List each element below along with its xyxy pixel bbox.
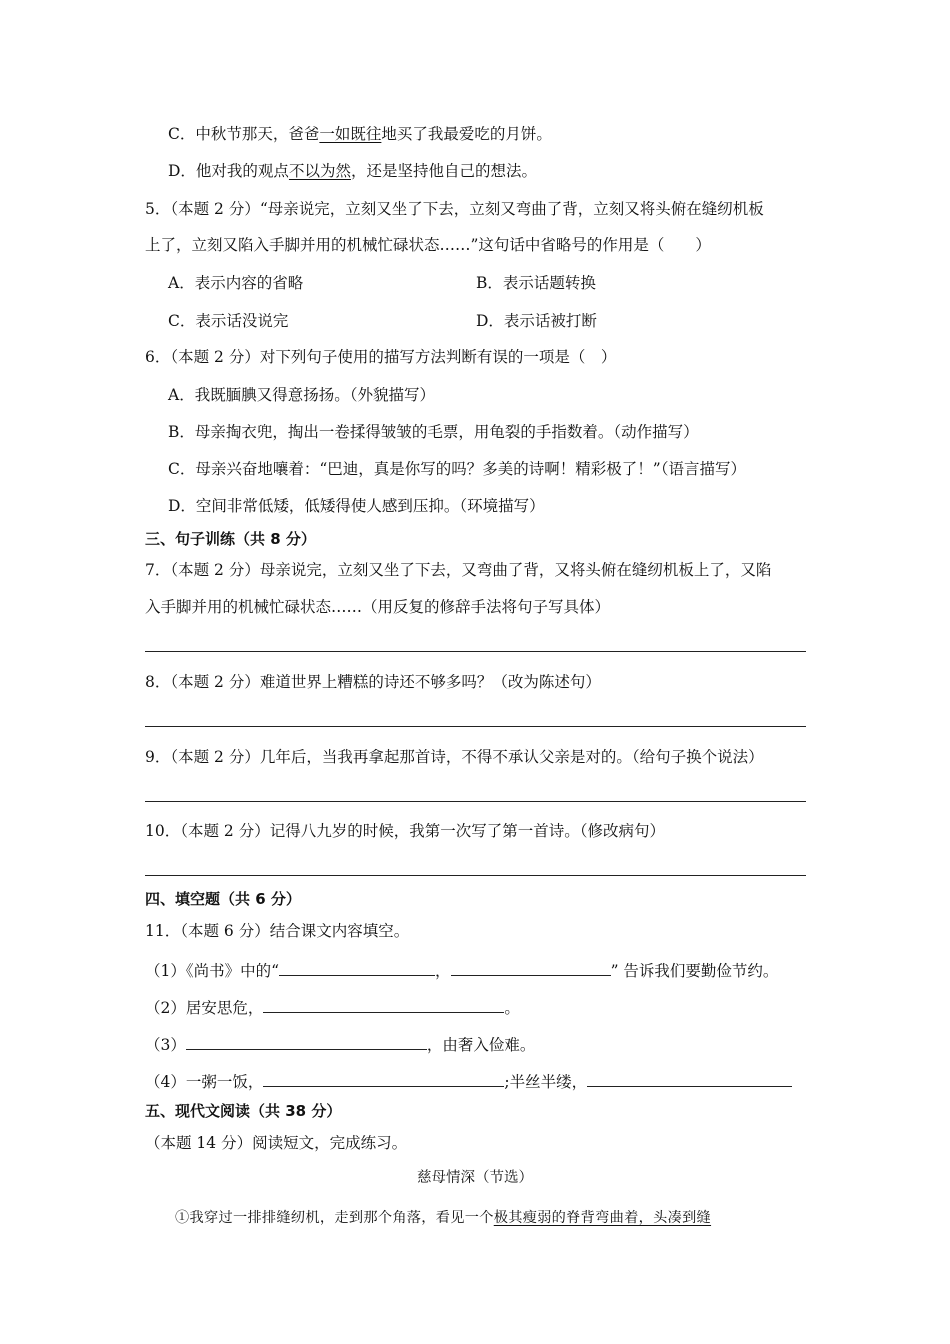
q5-stem-line2: 上了，立刻又陷入手脚并用的机械忙碌状态……”这句话中省略号的作用是（ ） <box>145 236 711 254</box>
q10-stem: 10．（本题 2 分）记得八九岁的时候，我第一次写了第一首诗。（修改病句） <box>145 822 665 840</box>
section-4-heading: 四、填空题（共 6 分） <box>145 890 301 908</box>
q5-option-b: B．表示话题转换 <box>476 274 596 292</box>
q6-option-d: D．空间非常低矮，低矮得使人感到压抑。（环境描写） <box>168 497 545 515</box>
q11-part-4 <box>145 1070 792 1092</box>
q6-option-a: A．我既腼腆又得意扬扬。（外貌描写） <box>168 386 435 404</box>
q4-option-d <box>168 161 537 181</box>
q11-p4-text-mid: ;半丝半缕， <box>504 1073 588 1091</box>
section-3-heading: 三、句子训练（共 8 分） <box>145 530 316 548</box>
q7-answer-line[interactable] <box>145 651 806 652</box>
q7-stem-line1: 7．（本题 2 分）母亲说完，立刻又坐了下去，又弯曲了背，又将头俯在缝纫机板上了，又陷 <box>145 561 772 579</box>
q10-answer-line[interactable] <box>145 875 806 876</box>
q4-option-c <box>168 124 552 144</box>
q9-stem: 9．（本题 2 分）几年后，当我再拿起那首诗，不得不承认父亲是对的。（给句子换个说法） <box>145 748 764 766</box>
q11-p1-comma: ， <box>435 962 451 980</box>
q11-p1-blank-2[interactable] <box>451 959 611 976</box>
q9-answer-line[interactable] <box>145 801 806 802</box>
q11-part-1 <box>145 959 778 981</box>
q11-p1-blank-1[interactable] <box>279 959 435 976</box>
q11-p4-text: （4）一粥一饭， <box>145 1073 264 1091</box>
q11-p2-blank[interactable] <box>263 996 504 1013</box>
section-5-heading: 五、现代文阅读（共 38 分） <box>145 1102 342 1120</box>
q4-d-text: D．他对我的观点 <box>168 162 289 180</box>
q11-p3-text: （3） <box>145 1036 186 1054</box>
reading-title: 慈母情深（节选） <box>417 1170 533 1186</box>
q11-p4-blank-2[interactable] <box>587 1070 792 1087</box>
q11-stem: 11．（本题 6 分）结合课文内容填空。 <box>145 922 410 940</box>
q5-option-a: A．表示内容的省略 <box>168 274 304 292</box>
q7-stem-line2: 入手脚并用的机械忙碌状态……（用反复的修辞手法将句子写具体） <box>145 598 611 616</box>
q4-c-underlined: 一如既往 <box>319 125 382 143</box>
reading-p1-underlined: 极其瘦弱的脊背弯曲着，头凑到缝 <box>493 1210 712 1226</box>
q8-answer-line[interactable] <box>145 726 806 727</box>
q4-c-text: C．中秋节那天，爸爸 <box>168 125 320 143</box>
q5-option-d: D．表示话被打断 <box>476 312 597 330</box>
reading-p1-text: ①我穿过一排排缝纫机，走到那个角落，看见一个 <box>175 1210 494 1226</box>
q11-p2-text: （2）居安思危， <box>145 999 264 1017</box>
q4-d-text-end: ，还是坚持他自己的想法。 <box>350 162 537 180</box>
q8-stem: 8．（本题 2 分）难道世界上糟糕的诗还不够多吗？（改为陈述句） <box>145 673 601 691</box>
q11-p4-blank-1[interactable] <box>263 1070 504 1087</box>
reading-intro: （本题 14 分）阅读短文，完成练习。 <box>145 1134 408 1152</box>
q11-p3-blank[interactable] <box>186 1033 427 1050</box>
q6-option-b: B．母亲掏衣兜，掏出一卷揉得皱皱的毛票，用龟裂的手指数着。（动作描写） <box>168 423 699 441</box>
q4-d-underlined: 不以为然 <box>288 162 351 180</box>
q6-stem: 6．（本题 2 分）对下列句子使用的描写方法判断有误的一项是（ ） <box>145 348 617 366</box>
q6-option-c: C．母亲兴奋地嚷着：“巴迪，真是你写的吗？多美的诗啊！精彩极了！”（语言描写） <box>168 460 746 478</box>
q11-p1-text: （1）《尚书》中的“ <box>145 962 280 980</box>
q11-p2-text-end: 。 <box>504 999 520 1017</box>
q5-stem-line1: 5．（本题 2 分）“母亲说完，立刻又坐了下去，立刻又弯曲了背，立刻又将头俯在缝纫机板 <box>145 200 764 218</box>
reading-paragraph-1 <box>175 1208 711 1228</box>
q5-option-c: C．表示话没说完 <box>168 312 289 330</box>
q11-part-3 <box>145 1033 535 1055</box>
q11-p1-text-end: ” 告诉我们要勤俭节约。 <box>610 962 779 980</box>
q4-c-text-end: 地买了我最爱吃的月饼。 <box>381 125 552 143</box>
q11-part-2 <box>145 996 520 1018</box>
q11-p3-text-end: ，由奢入俭难。 <box>426 1036 536 1054</box>
